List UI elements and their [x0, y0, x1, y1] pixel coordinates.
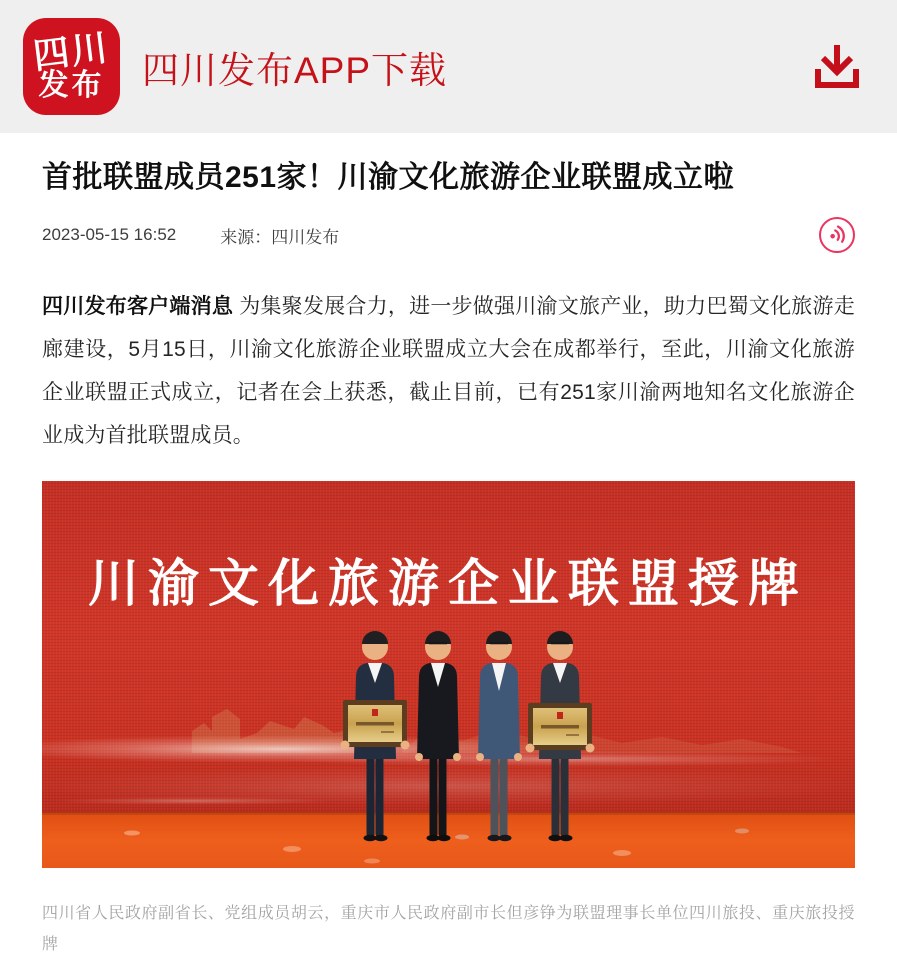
app-logo-text-top: 四川 — [31, 26, 112, 77]
listen-audio-icon — [824, 222, 850, 248]
app-logo — [23, 18, 120, 115]
award-plaque-2 — [526, 703, 595, 753]
article-photo — [42, 481, 855, 868]
listen-audio-button[interactable] — [819, 217, 855, 253]
stage-carpet — [42, 813, 855, 868]
download-icon — [808, 38, 866, 96]
download-button[interactable] — [808, 38, 866, 96]
publish-datetime: 2023-05-15 16:52 — [42, 225, 177, 244]
source-name: 四川发布 — [271, 227, 340, 247]
app-banner-title: 四川发布APP下载 — [142, 49, 448, 91]
article-content — [0, 159, 897, 960]
source — [220, 223, 339, 248]
source-label: 来源： — [220, 227, 272, 247]
paragraph-lead: 四川发布客户端消息 — [42, 295, 234, 318]
photo-illustration — [42, 481, 855, 868]
paragraph-text: 为集聚发展合力，进一步做强川渝文旅产业，助力巴蜀文化旅游走廊建设，5月15日，川渝文化旅游企业联盟成立大会在成都举行，至此，川渝文化旅游企业联盟正式成立，记者在会上获悉，截止目前，已有251家川渝两地知名文化旅游企业成为首批联盟成员。 — [42, 295, 855, 447]
app-logo-text-bottom: 发布 — [38, 69, 105, 102]
article-title: 首批联盟成员251家！川渝文化旅游企业联盟成立啦 — [42, 161, 735, 194]
photo-headline: 川渝文化旅游企业联盟授牌 — [87, 555, 809, 612]
article-paragraph — [42, 285, 855, 457]
photo-caption: 四川省人民政府副省长、党组成员胡云，重庆市人民政府副市长但彦铮为联盟理事长单位四川旅投、重庆旅投授牌 — [42, 905, 855, 953]
article-meta-row — [42, 217, 855, 253]
award-plaque-1 — [341, 700, 410, 750]
app-download-banner — [0, 0, 897, 133]
